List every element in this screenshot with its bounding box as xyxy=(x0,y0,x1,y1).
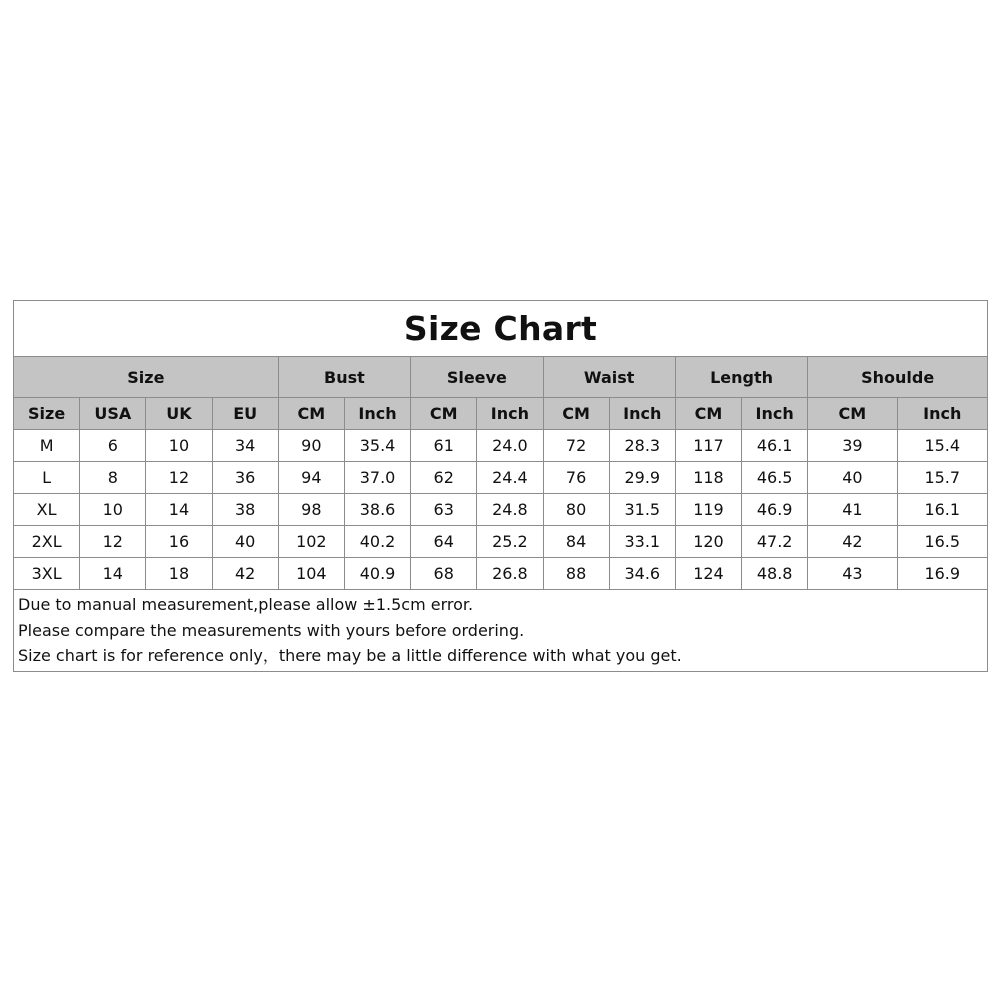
table-cell: 16.5 xyxy=(897,526,988,558)
table-cell: XL xyxy=(14,494,80,526)
table-cell: 3XL xyxy=(14,558,80,590)
table-cell: 34 xyxy=(212,430,278,462)
table-cell: 88 xyxy=(543,558,609,590)
table-cell: 37.0 xyxy=(344,462,410,494)
table-cell: 31.5 xyxy=(609,494,675,526)
table-cell: 6 xyxy=(80,430,146,462)
table-cell: 118 xyxy=(675,462,741,494)
sub-header-cell: Inch xyxy=(897,398,988,430)
group-header-bust: Bust xyxy=(278,357,410,398)
table-cell: 35.4 xyxy=(344,430,410,462)
table-cell: 12 xyxy=(80,526,146,558)
table-cell: 38 xyxy=(212,494,278,526)
sub-header-cell: CM xyxy=(543,398,609,430)
sub-header-cell: USA xyxy=(80,398,146,430)
table-cell: 46.9 xyxy=(742,494,808,526)
group-header-length: Length xyxy=(675,357,807,398)
table-cell: 10 xyxy=(80,494,146,526)
table-cell: M xyxy=(14,430,80,462)
table-cell: 72 xyxy=(543,430,609,462)
note-line: Due to manual measurement,please allow ±1.5cm error. xyxy=(18,595,474,614)
table-cell: 14 xyxy=(80,558,146,590)
table-cell: 46.5 xyxy=(742,462,808,494)
table-cell: 24.0 xyxy=(477,430,543,462)
sub-header-cell: Inch xyxy=(344,398,410,430)
sub-header-cell: Size xyxy=(14,398,80,430)
table-cell: 10 xyxy=(146,430,212,462)
table-cell: 8 xyxy=(80,462,146,494)
table-cell: 63 xyxy=(411,494,477,526)
table-cell: 117 xyxy=(675,430,741,462)
sub-header-cell: Inch xyxy=(477,398,543,430)
table-row xyxy=(14,462,988,494)
table-cell: 104 xyxy=(278,558,344,590)
table-cell: 94 xyxy=(278,462,344,494)
sub-header-cell: Inch xyxy=(609,398,675,430)
table-cell: 16.9 xyxy=(897,558,988,590)
table-row xyxy=(14,430,988,462)
table-cell: 2XL xyxy=(14,526,80,558)
table-cell: 38.6 xyxy=(344,494,410,526)
group-header-row xyxy=(14,357,988,398)
table-cell: 40 xyxy=(212,526,278,558)
sub-header-row xyxy=(14,398,988,430)
table-row xyxy=(14,526,988,558)
table-cell: 25.2 xyxy=(477,526,543,558)
sub-header-cell: Inch xyxy=(742,398,808,430)
sub-header-cell: CM xyxy=(278,398,344,430)
table-cell: 80 xyxy=(543,494,609,526)
table-cell: 62 xyxy=(411,462,477,494)
sub-header-cell: UK xyxy=(146,398,212,430)
table-cell: 36 xyxy=(212,462,278,494)
table-cell: 48.8 xyxy=(742,558,808,590)
table-cell: 28.3 xyxy=(609,430,675,462)
group-header-size: Size xyxy=(14,357,279,398)
table-cell: 120 xyxy=(675,526,741,558)
chart-title: Size Chart xyxy=(14,301,988,357)
table-cell: 102 xyxy=(278,526,344,558)
table-cell: 61 xyxy=(411,430,477,462)
table-cell: 24.8 xyxy=(477,494,543,526)
table-cell: 40.2 xyxy=(344,526,410,558)
table-cell: 16.1 xyxy=(897,494,988,526)
title-row xyxy=(14,301,988,357)
table-cell: 41 xyxy=(808,494,897,526)
group-header-waist: Waist xyxy=(543,357,675,398)
sub-header-cell: CM xyxy=(808,398,897,430)
table-cell: 42 xyxy=(808,526,897,558)
table-cell: 18 xyxy=(146,558,212,590)
sub-header-cell: EU xyxy=(212,398,278,430)
table-cell: 47.2 xyxy=(742,526,808,558)
table-cell: 76 xyxy=(543,462,609,494)
table-row xyxy=(14,558,988,590)
table-cell: 40 xyxy=(808,462,897,494)
table-cell: 16 xyxy=(146,526,212,558)
table-cell: 33.1 xyxy=(609,526,675,558)
table-cell: 84 xyxy=(543,526,609,558)
table-cell: 43 xyxy=(808,558,897,590)
table-cell: 15.7 xyxy=(897,462,988,494)
table-cell: 46.1 xyxy=(742,430,808,462)
table-cell: 68 xyxy=(411,558,477,590)
table-cell: 34.6 xyxy=(609,558,675,590)
sub-header-cell: CM xyxy=(675,398,741,430)
table-cell: 29.9 xyxy=(609,462,675,494)
table-cell: 26.8 xyxy=(477,558,543,590)
table-cell: 42 xyxy=(212,558,278,590)
size-chart xyxy=(13,300,988,672)
notes xyxy=(14,590,988,672)
table-cell: 39 xyxy=(808,430,897,462)
table-cell: 40.9 xyxy=(344,558,410,590)
group-header-sleeve: Sleeve xyxy=(411,357,543,398)
note-line: Please compare the measurements with yours before ordering. xyxy=(18,620,525,640)
sub-header-cell: CM xyxy=(411,398,477,430)
table-cell: 15.4 xyxy=(897,430,988,462)
table-row xyxy=(14,494,988,526)
table-cell: 124 xyxy=(675,558,741,590)
table-cell: 90 xyxy=(278,430,344,462)
table-cell: 64 xyxy=(411,526,477,558)
table-cell: 12 xyxy=(146,462,212,494)
table-cell: L xyxy=(14,462,80,494)
table-cell: 98 xyxy=(278,494,344,526)
size-chart-table xyxy=(13,300,988,672)
group-header-shoulder: Shoulde xyxy=(808,357,988,398)
table-cell: 24.4 xyxy=(477,462,543,494)
note-line: Size chart is for reference only，there may be a little difference with what you get. xyxy=(18,646,682,665)
notes-row xyxy=(14,590,988,672)
table-cell: 119 xyxy=(675,494,741,526)
table-cell: 14 xyxy=(146,494,212,526)
